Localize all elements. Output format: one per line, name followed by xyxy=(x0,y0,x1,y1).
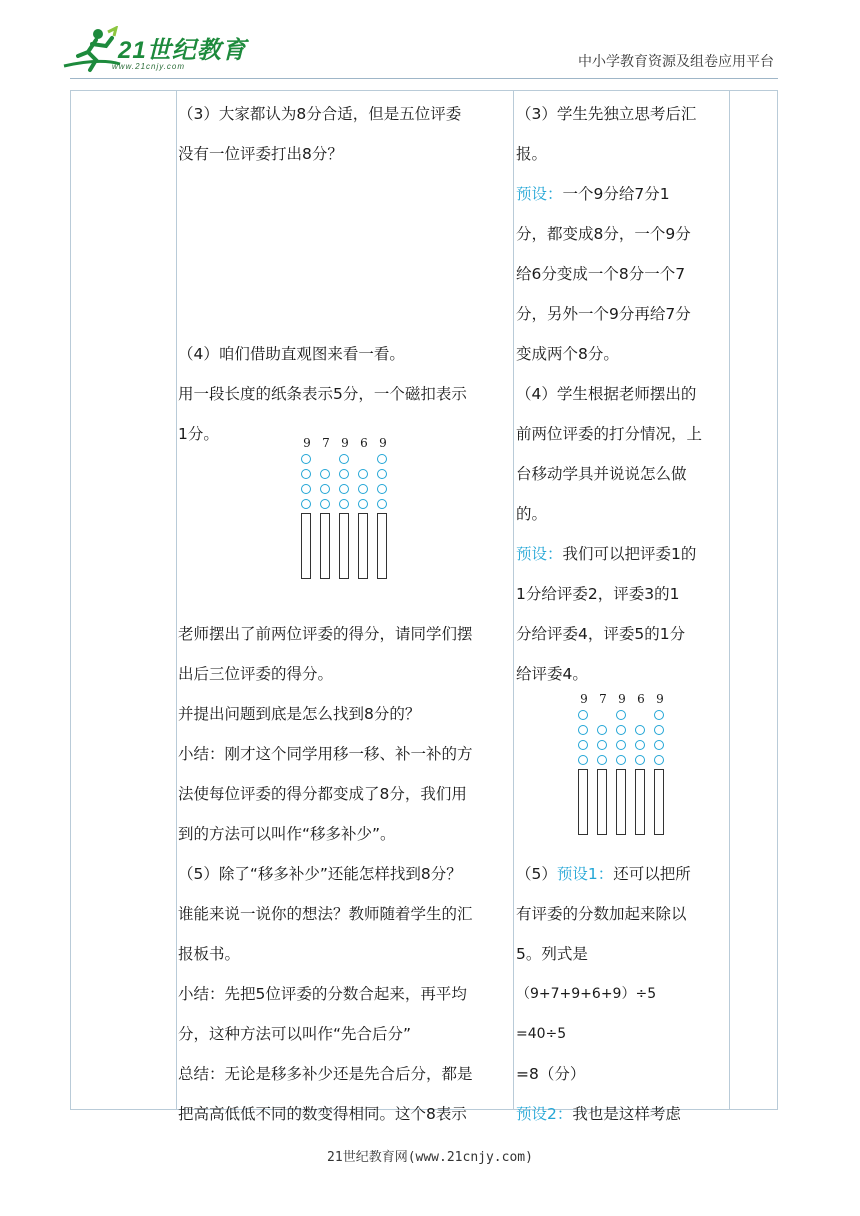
preset-label: 预设： xyxy=(516,545,563,563)
text-line: 报板书。 xyxy=(178,945,241,963)
table-col-line-2 xyxy=(176,90,177,1110)
paper-strip xyxy=(616,769,626,835)
paper-strip xyxy=(358,513,368,579)
text-line: 出后三位评委的得分。 xyxy=(178,665,334,683)
paper-strip xyxy=(635,769,645,835)
text-line: （5）除了“移多补少”还能怎样找到8分？ xyxy=(178,865,462,883)
table-col-line-1 xyxy=(70,90,71,1110)
preset-text: 一个9分给7分1 xyxy=(562,185,670,203)
preset-text: 我们可以把评委1的 xyxy=(562,545,697,563)
text-line: 小结：刚才这个同学用移一移、补一补的方 xyxy=(178,745,473,763)
text-line: 前两位评委的打分情况，上 xyxy=(516,425,703,443)
text-line: 到的方法可以叫作“移多补少”。 xyxy=(178,825,396,843)
formula-line: （9+7+9+6+9）÷5 xyxy=(516,986,657,1002)
text-line: 有评委的分数加起来除以 xyxy=(516,905,687,923)
paper-strip xyxy=(377,513,387,579)
magnet-bead xyxy=(635,725,645,735)
text-line: 分给评委4，评委5的1分 xyxy=(516,625,686,643)
score-label: 9 xyxy=(303,436,311,450)
magnet-bead xyxy=(358,484,368,494)
score-label: 9 xyxy=(580,692,588,706)
magnet-bead xyxy=(320,484,330,494)
magnet-bead xyxy=(616,755,626,765)
score-label: 9 xyxy=(618,692,626,706)
magnet-bead xyxy=(597,755,607,765)
preset-text: 还可以把所 xyxy=(613,865,691,883)
magnet-bead xyxy=(301,454,311,464)
magnet-bead xyxy=(377,484,387,494)
magnet-bar-figure-teacher xyxy=(301,437,393,582)
paper-strip xyxy=(301,513,311,579)
magnet-bead xyxy=(301,484,311,494)
text-line: 给6分变成一个8分一个7 xyxy=(516,265,686,283)
text-line: （4）学生根据老师摆出的 xyxy=(516,385,697,403)
page-header xyxy=(0,0,860,90)
text-line: 没有一位评委打出8分？ xyxy=(178,145,343,163)
text-line: （4）咱们借助直观图来看一看。 xyxy=(178,345,405,363)
magnet-bead xyxy=(377,469,387,479)
teacher-activity-column xyxy=(178,94,514,1134)
text-line xyxy=(516,534,728,574)
magnet-bead xyxy=(654,710,664,720)
text-line: 法使每位评委的得分都变成了8分，我们用 xyxy=(178,785,467,803)
magnet-bead xyxy=(301,469,311,479)
text-line: 5。列式是 xyxy=(516,945,588,963)
score-label: 9 xyxy=(379,436,387,450)
magnet-bead xyxy=(654,740,664,750)
text-line: 老师摆出了前两位评委的得分，请同学们摆 xyxy=(178,625,473,643)
logo-text: 21世纪教育 xyxy=(118,37,247,64)
text-line: 报。 xyxy=(516,145,548,163)
magnet-bead xyxy=(301,499,311,509)
preset-text: 我也是这样考虑 xyxy=(572,1105,681,1123)
header-divider xyxy=(70,78,778,79)
magnet-bead xyxy=(578,740,588,750)
paper-strip xyxy=(654,769,664,835)
magnet-bar-figure-student xyxy=(578,693,670,838)
magnet-bead xyxy=(320,469,330,479)
paper-strip xyxy=(320,513,330,579)
magnet-bead xyxy=(358,469,368,479)
magnet-bead xyxy=(339,484,349,494)
text-line: 谁能来说一说你的想法？教师随着学生的汇 xyxy=(178,905,473,923)
text-line: 把高高低低不同的数变得相同。这个8表示 xyxy=(178,1105,467,1123)
magnet-bead xyxy=(578,710,588,720)
text-line: 并提出问题到底是怎么找到8分的？ xyxy=(178,705,421,723)
text-line: 分，另外一个9分再给7分 xyxy=(516,305,691,323)
logo-url: www.21cnjy.com xyxy=(112,62,185,71)
text-line: 小结：先把5位评委的分数合起来，再平均 xyxy=(178,985,467,1003)
magnet-bead xyxy=(377,454,387,464)
preset-label: 预设： xyxy=(516,185,563,203)
student-activity-column xyxy=(516,94,728,1134)
magnet-bead xyxy=(635,755,645,765)
magnet-bead xyxy=(339,499,349,509)
score-label: 9 xyxy=(341,436,349,450)
preset-label: 预设1： xyxy=(556,865,614,883)
table-col-line-4 xyxy=(729,90,730,1110)
text-line xyxy=(516,1094,728,1134)
step-prefix: （5） xyxy=(516,865,557,883)
formula-line: =40÷5 xyxy=(516,1026,567,1042)
text-line: 用一段长度的纸条表示5分，一个磁扣表示 xyxy=(178,385,467,403)
text-line: 总结：无论是移多补少还是先合后分，都是 xyxy=(178,1065,473,1083)
score-label: 6 xyxy=(360,436,368,450)
platform-name: 中小学教育资源及组卷应用平台 xyxy=(578,54,774,70)
magnet-bead xyxy=(597,740,607,750)
text-line: 分，都变成8分，一个9分 xyxy=(516,225,691,243)
score-label: 6 xyxy=(637,692,645,706)
magnet-bead xyxy=(654,755,664,765)
table-col-line-5 xyxy=(777,90,778,1110)
formula-line: =8（分） xyxy=(516,1065,586,1083)
magnet-bead xyxy=(377,499,387,509)
magnet-bead xyxy=(358,499,368,509)
magnet-bead xyxy=(635,740,645,750)
score-label: 7 xyxy=(322,436,330,450)
preset-label: 预设2： xyxy=(516,1105,573,1123)
text-line xyxy=(516,174,728,214)
magnet-bead xyxy=(616,725,626,735)
text-line: 1分。 xyxy=(178,425,219,443)
text-line: 变成两个8分。 xyxy=(516,345,619,363)
text-line: 台移动学具并说说怎么做 xyxy=(516,465,687,483)
magnet-bead xyxy=(320,499,330,509)
page-footer: 21世纪教育网(www.21cnjy.com) xyxy=(327,1150,533,1165)
text-line xyxy=(516,854,728,894)
magnet-bead xyxy=(597,725,607,735)
text-line: （3）学生先独立思考后汇 xyxy=(516,105,697,123)
score-label: 9 xyxy=(656,692,664,706)
text-line: 的。 xyxy=(516,505,548,523)
score-label: 7 xyxy=(599,692,607,706)
magnet-bead xyxy=(654,725,664,735)
paper-strip xyxy=(597,769,607,835)
magnet-bead xyxy=(616,740,626,750)
paper-strip xyxy=(578,769,588,835)
magnet-bead xyxy=(616,710,626,720)
magnet-bead xyxy=(339,454,349,464)
magnet-bead xyxy=(578,755,588,765)
paper-strip xyxy=(339,513,349,579)
text-line: 1分给评委2，评委3的1 xyxy=(516,585,680,603)
text-line: 分，这种方法可以叫作“先合后分” xyxy=(178,1025,412,1043)
text-line: 给评委4。 xyxy=(516,665,588,683)
magnet-bead xyxy=(578,725,588,735)
magnet-bead xyxy=(339,469,349,479)
text-line: （3）大家都认为8分合适，但是五位评委 xyxy=(178,105,462,123)
